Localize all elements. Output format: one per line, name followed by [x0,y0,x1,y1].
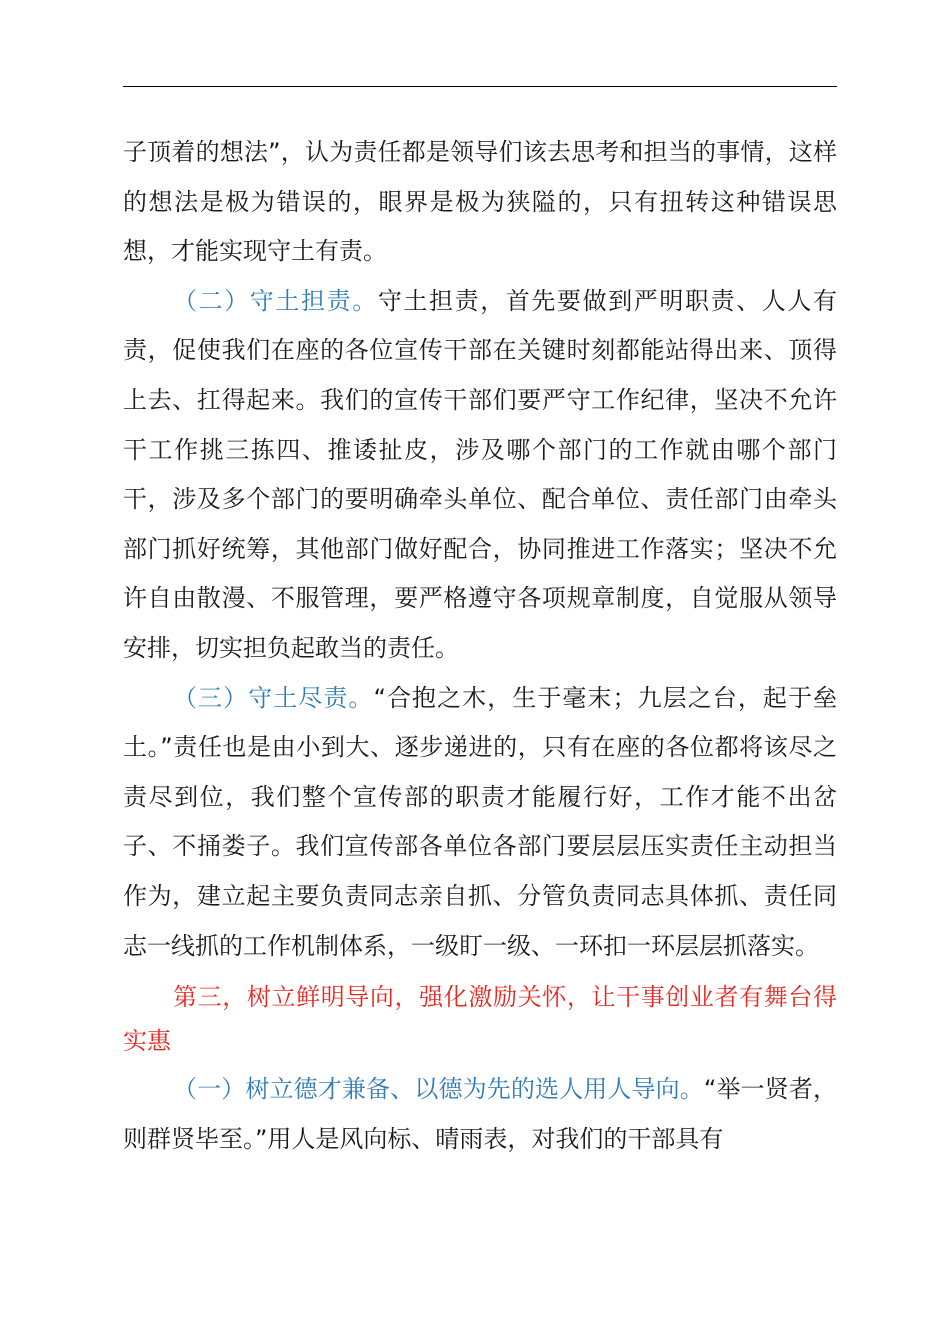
paragraph-xuanren-yongren [123,1065,837,1164]
paragraph-shoutu-jinze [123,674,837,972]
paragraph-continuation [123,128,837,277]
section-heading-text: 第三，树立鲜明导向，强化激励关怀，让干事创业者有舞台得实惠 [123,983,837,1056]
section-heading-3 [123,975,837,1063]
paragraph-text: 子顶着的想法”，认为责任都是领导们该去思考和担当的事情，这样的想法是极为错误的，眼界是极为狭隘的，只有扭转这种错误思想，才能实现守土有责。 [123,138,837,266]
paragraph-text: “合抱之木，生于毫末；九层之台，起于垒土。”责任也是由小到大、逐步递进的，只有在座的各位都将该尽之责尽到位，我们整个宣传部的职责才能履行好，工作才能不出岔子、不捅娄子。我们宣传部各单位各部门要层层压实责任主动担当作为，建立起主要负责同志亲自抓、分管负责同志具体抓、责任同志一线抓的工作机制体系，一级盯一级、一环扣一环层层抓落实。 [123,683,837,960]
paragraph-text: “举一贤者，则群贤毕至。”用人是风向标、晴雨表，对我们的干部具有 [123,1075,837,1153]
paragraph-text: 守土担责，首先要做到严明职责、人人有责，促使我们在座的各位宣传干部在关键时刻都能站得出来、顶得上去、扛得起来。我们的宣传干部们要严守工作纪律，坚决不允许干工作挑三拣四、推诿扯皮，涉及哪个部门的工作就由哪个部门干，涉及多个部门的要明确牵头单位、配合单位、责任部门由牵头部门抓好统筹，其他部门做好配合，协同推进工作落实；坚决不允许自由散漫、不服管理，要严格遵守各项规章制度，自觉服从领导安排，切实担负起敢当的责任。 [123,286,838,662]
subheading-3: （三）守土尽责。 [173,683,374,712]
paragraph-shoutu-danze [123,277,837,674]
subheading-2: （二）守土担责。 [173,286,378,315]
subheading-1: （一）树立德才兼备、以德为先的选人用人导向。 [173,1075,704,1104]
document-body [123,128,837,1164]
header-rule [123,86,837,87]
